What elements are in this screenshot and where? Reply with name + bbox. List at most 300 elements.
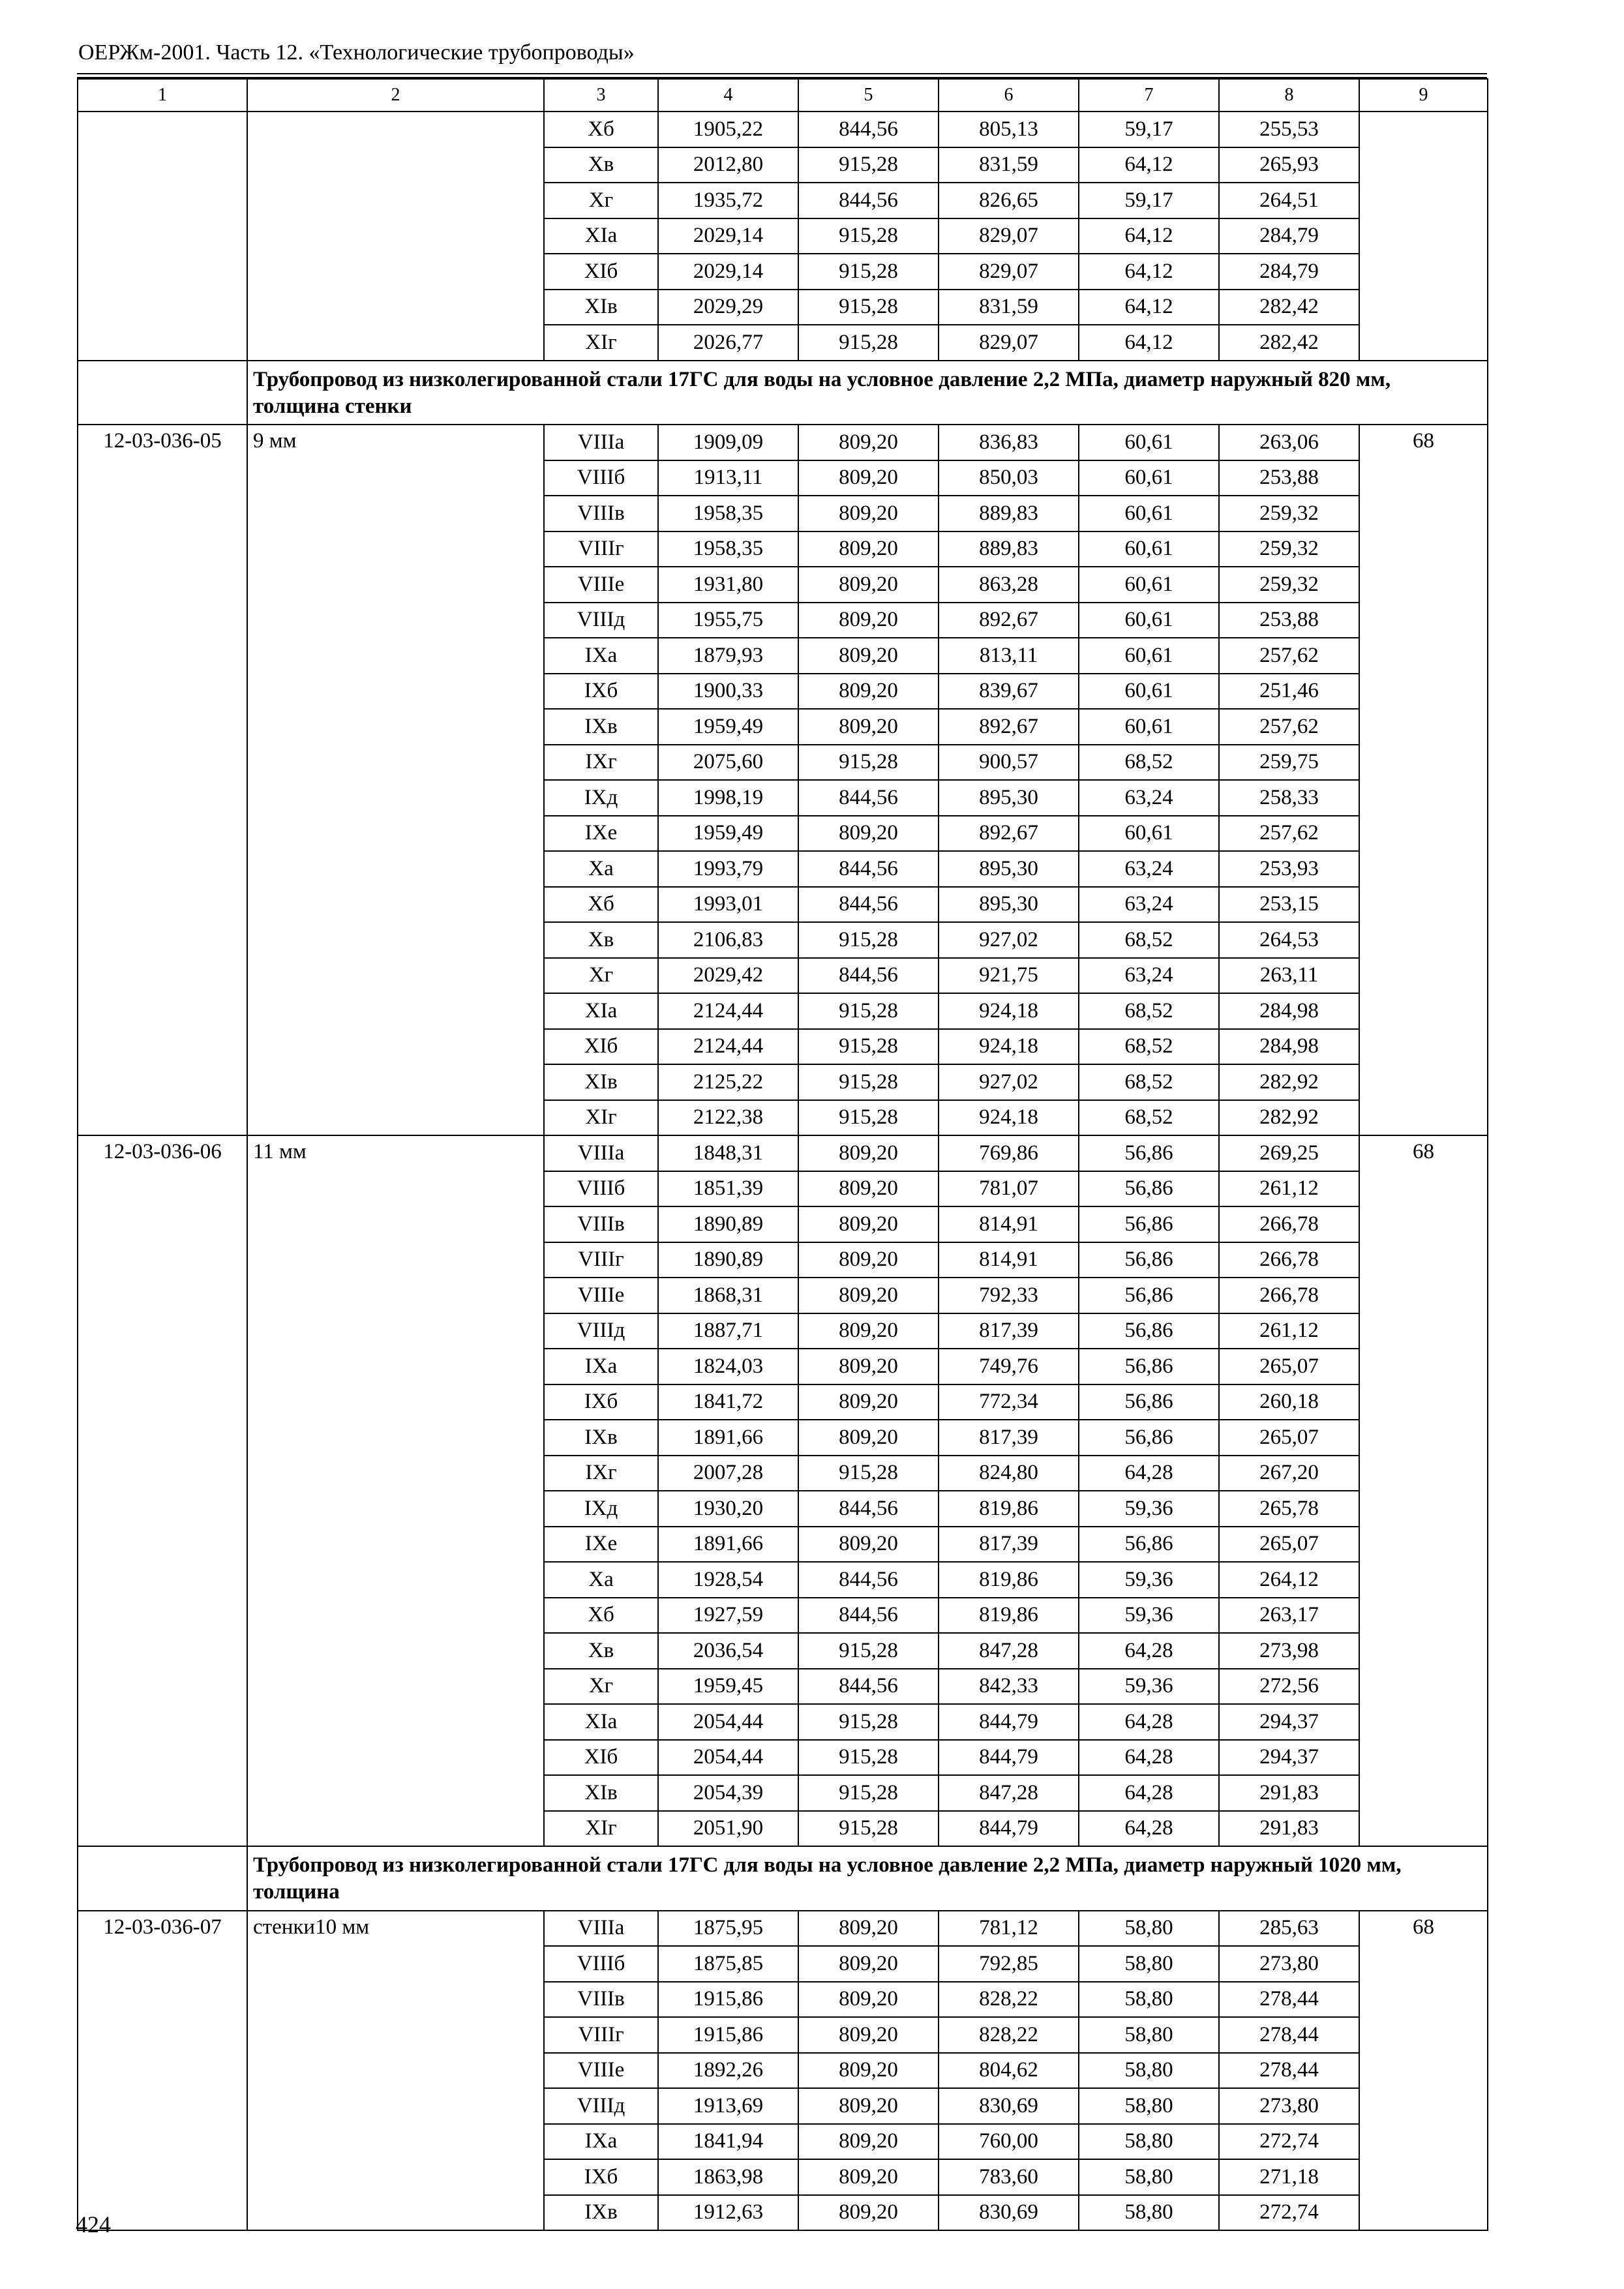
value-cell: 809,20 [798,709,939,745]
value-cell: 819,86 [939,1491,1079,1527]
value-cell: 809,20 [798,460,939,496]
value-cell: 915,28 [798,1740,939,1776]
value-cell: 819,86 [939,1598,1079,1634]
value-cell: 844,79 [939,1704,1079,1740]
section-title: Трубопровод из низколегированной стали 17ГС для воды на условное давление 2,2 МПа, диаметр наружный 820 мм, толщина стенки [247,361,1488,425]
region-cell: VIIIа [544,425,658,460]
value-cell: 850,03 [939,460,1079,496]
value-cell: 809,20 [798,425,939,460]
value-cell: 805,13 [939,112,1079,147]
page-header: ОЕРЖм-2001. Часть 12. «Технологические трубопроводы» [78,40,635,65]
value-cell: 809,20 [798,2124,939,2160]
region-cell: VIIIа [544,1135,658,1171]
region-cell: VIIIд [544,603,658,638]
value-cell: 272,56 [1219,1669,1359,1705]
value-cell: 1915,86 [658,2017,798,2053]
column-number-cell: 4 [658,79,798,112]
value-cell: 56,86 [1079,1313,1219,1349]
value-cell: 273,80 [1219,1946,1359,1982]
value-cell: 809,20 [798,531,939,567]
region-cell: XIг [544,325,658,361]
value-cell: 1927,59 [658,1598,798,1634]
value-cell: 2026,77 [658,325,798,361]
value-cell: 924,18 [939,993,1079,1029]
value-cell: 915,28 [798,1456,939,1491]
value-cell: 284,98 [1219,1029,1359,1065]
value-cell: 60,61 [1079,496,1219,531]
value-cell: 814,91 [939,1206,1079,1242]
value-cell: 809,20 [798,1206,939,1242]
value-cell: 892,67 [939,816,1079,852]
region-cell: XIб [544,254,658,290]
value-cell: 828,22 [939,2017,1079,2053]
value-cell: 58,80 [1079,2159,1219,2195]
value-cell: 64,12 [1079,325,1219,361]
value-cell: 68,52 [1079,745,1219,781]
value-cell: 844,79 [939,1740,1079,1776]
value-cell: 844,56 [798,851,939,887]
value-cell: 266,78 [1219,1206,1359,1242]
region-cell: IXб [544,1384,658,1420]
value-cell: 844,79 [939,1811,1079,1847]
value-cell: 1912,63 [658,2195,798,2231]
value-cell: 264,53 [1219,922,1359,958]
region-cell: IXе [544,816,658,852]
value-cell: 273,80 [1219,2088,1359,2124]
value-cell: 2054,39 [658,1775,798,1811]
value-cell: 294,37 [1219,1704,1359,1740]
value-cell: 64,12 [1079,290,1219,325]
value-cell: 64,12 [1079,254,1219,290]
value-cell: 2125,22 [658,1064,798,1100]
value-cell: 809,20 [798,816,939,852]
value-cell: 2029,29 [658,290,798,325]
value-cell: 2075,60 [658,745,798,781]
value-cell: 915,28 [798,922,939,958]
region-cell: IXв [544,709,658,745]
value-cell: 830,69 [939,2088,1079,2124]
value-cell: 915,28 [798,1704,939,1740]
value-cell: 809,20 [798,1349,939,1384]
header-rule-top [77,73,1487,74]
value-cell: 1993,01 [658,887,798,923]
value-cell: 259,32 [1219,496,1359,531]
value-cell: 59,17 [1079,112,1219,147]
value-cell: 58,80 [1079,2124,1219,2160]
value-cell: 1841,72 [658,1384,798,1420]
value-cell: 260,18 [1219,1384,1359,1420]
value-cell: 263,06 [1219,425,1359,460]
column-number-cell: 8 [1219,79,1359,112]
value-cell: 68,52 [1079,922,1219,958]
table-row [78,425,1488,460]
value-cell: 1848,31 [658,1135,798,1171]
value-cell: 272,74 [1219,2195,1359,2231]
value-cell: 63,24 [1079,780,1219,816]
value-cell: 60,61 [1079,425,1219,460]
column-9-cell [1359,112,1488,361]
value-cell: 844,56 [798,1491,939,1527]
value-cell: 844,56 [798,183,939,218]
value-cell: 863,28 [939,567,1079,603]
value-cell: 892,67 [939,603,1079,638]
value-cell: 1890,89 [658,1242,798,1278]
value-cell: 64,28 [1079,1633,1219,1669]
value-cell: 2106,83 [658,922,798,958]
region-cell: VIIIа [544,1911,658,1947]
region-cell: VIIIе [544,2053,658,2089]
value-cell: 847,28 [939,1633,1079,1669]
region-cell: VIIIг [544,531,658,567]
value-cell: 59,36 [1079,1669,1219,1705]
value-cell: 831,59 [939,290,1079,325]
value-cell: 1930,20 [658,1491,798,1527]
value-cell: 291,83 [1219,1775,1359,1811]
value-cell: 844,56 [798,1562,939,1598]
value-cell: 64,12 [1079,218,1219,254]
value-cell: 2036,54 [658,1633,798,1669]
value-cell: 284,79 [1219,218,1359,254]
rates-table [77,78,1488,2231]
value-cell: 792,33 [939,1278,1079,1313]
value-cell: 828,22 [939,1982,1079,2018]
region-cell: VIIIб [544,460,658,496]
value-cell: 842,33 [939,1669,1079,1705]
value-cell: 1909,09 [658,425,798,460]
column-9-cell: 68 [1359,1911,1488,2231]
value-cell: 58,80 [1079,2017,1219,2053]
value-cell: 817,39 [939,1527,1079,1563]
column-number-cell: 1 [78,79,247,112]
value-cell: 915,28 [798,1100,939,1136]
value-cell: 60,61 [1079,567,1219,603]
region-cell: IXг [544,1456,658,1491]
value-cell: 64,28 [1079,1811,1219,1847]
value-cell: 829,07 [939,254,1079,290]
column-number-cell: 9 [1359,79,1488,112]
value-cell: 284,98 [1219,993,1359,1029]
value-cell: 895,30 [939,780,1079,816]
value-cell: 809,20 [798,1527,939,1563]
value-cell: 272,74 [1219,2124,1359,2160]
value-cell: 2124,44 [658,1029,798,1065]
value-cell: 68,52 [1079,993,1219,1029]
value-cell: 68,52 [1079,1100,1219,1136]
value-cell: 282,42 [1219,325,1359,361]
column-number-cell: 6 [939,79,1079,112]
value-cell: 844,56 [798,1669,939,1705]
value-cell: 2054,44 [658,1740,798,1776]
value-cell: 1892,26 [658,2053,798,2089]
rate-name-cell: 11 мм [247,1135,544,1846]
value-cell: 844,56 [798,958,939,994]
value-cell: 259,75 [1219,745,1359,781]
value-cell: 63,24 [1079,851,1219,887]
value-cell: 1875,95 [658,1911,798,1947]
value-cell: 261,12 [1219,1171,1359,1207]
value-cell: 2029,14 [658,254,798,290]
value-cell: 1959,49 [658,709,798,745]
value-cell: 2054,44 [658,1704,798,1740]
value-cell: 1851,39 [658,1171,798,1207]
region-cell: IXг [544,745,658,781]
value-cell: 915,28 [798,993,939,1029]
value-cell: 1958,35 [658,496,798,531]
region-cell: XIг [544,1100,658,1136]
value-cell: 58,80 [1079,2195,1219,2231]
value-cell: 839,67 [939,674,1079,710]
value-cell: 889,83 [939,496,1079,531]
region-cell: Xг [544,183,658,218]
table-body [78,79,1488,2230]
region-cell: IXв [544,2195,658,2231]
value-cell: 263,17 [1219,1598,1359,1634]
value-cell: 58,80 [1079,1911,1219,1947]
region-cell: VIIIг [544,2017,658,2053]
value-cell: 836,83 [939,425,1079,460]
value-cell: 915,28 [798,290,939,325]
column-number-cell: 7 [1079,79,1219,112]
value-cell: 809,20 [798,638,939,674]
table-row [78,1135,1488,1171]
value-cell: 291,83 [1219,1811,1359,1847]
region-cell: VIIIе [544,1278,658,1313]
value-cell: 63,24 [1079,887,1219,923]
value-cell: 900,57 [939,745,1079,781]
value-cell: 824,80 [939,1456,1079,1491]
region-cell: IXа [544,638,658,674]
region-cell: Xб [544,1598,658,1634]
value-cell: 829,07 [939,218,1079,254]
value-cell: 64,28 [1079,1775,1219,1811]
value-cell: 1959,45 [658,1669,798,1705]
value-cell: 56,86 [1079,1384,1219,1420]
value-cell: 1890,89 [658,1206,798,1242]
value-cell: 915,28 [798,745,939,781]
value-cell: 1959,49 [658,816,798,852]
region-cell: VIIIб [544,1946,658,1982]
value-cell: 809,20 [798,1278,939,1313]
value-cell: 915,28 [798,147,939,183]
value-cell: 278,44 [1219,1982,1359,2018]
rate-name-cell [247,112,544,361]
value-cell: 783,60 [939,2159,1079,2195]
value-cell: 64,28 [1079,1740,1219,1776]
region-cell: IXа [544,2124,658,2160]
value-cell: 258,33 [1219,780,1359,816]
rate-name-cell: стенки10 мм [247,1911,544,2231]
value-cell: 59,36 [1079,1562,1219,1598]
rate-code-cell: 12-03-036-07 [78,1911,247,2231]
value-cell: 253,15 [1219,887,1359,923]
region-cell: XIб [544,1740,658,1776]
region-cell: Xб [544,112,658,147]
value-cell: 60,61 [1079,816,1219,852]
region-cell: VIIIд [544,1313,658,1349]
region-cell: VIIIе [544,567,658,603]
value-cell: 817,39 [939,1420,1079,1456]
value-cell: 809,20 [798,1242,939,1278]
value-cell: 847,28 [939,1775,1079,1811]
region-cell: Xв [544,922,658,958]
value-cell: 809,20 [798,2088,939,2124]
value-cell: 259,32 [1219,531,1359,567]
value-cell: 56,86 [1079,1278,1219,1313]
value-cell: 2012,80 [658,147,798,183]
value-cell: 1841,94 [658,2124,798,2160]
value-cell: 263,11 [1219,958,1359,994]
value-cell: 266,78 [1219,1242,1359,1278]
value-cell: 844,56 [798,780,939,816]
value-cell: 56,86 [1079,1206,1219,1242]
value-cell: 1931,80 [658,567,798,603]
value-cell: 1868,31 [658,1278,798,1313]
value-cell: 915,28 [798,1029,939,1065]
value-cell: 1905,22 [658,112,798,147]
value-cell: 60,61 [1079,460,1219,496]
value-cell: 269,25 [1219,1135,1359,1171]
value-cell: 56,86 [1079,1135,1219,1171]
rate-name-cell: 9 мм [247,425,544,1135]
section-heading-row [78,1846,1488,1911]
value-cell: 809,20 [798,2159,939,2195]
region-cell: IXв [544,1420,658,1456]
value-cell: 60,61 [1079,638,1219,674]
column-number-cell: 3 [544,79,658,112]
value-cell: 809,20 [798,674,939,710]
region-cell: XIб [544,1029,658,1065]
value-cell: 809,20 [798,603,939,638]
value-cell: 809,20 [798,1420,939,1456]
value-cell: 1915,86 [658,1982,798,2018]
value-cell: 2029,14 [658,218,798,254]
value-cell: 819,86 [939,1562,1079,1598]
value-cell: 813,11 [939,638,1079,674]
region-cell: IXд [544,780,658,816]
rate-code-cell: 12-03-036-06 [78,1135,247,1846]
value-cell: 781,12 [939,1911,1079,1947]
region-cell: XIа [544,993,658,1029]
region-cell: VIIIд [544,2088,658,2124]
column-9-cell: 68 [1359,425,1488,1135]
column-number-row [78,79,1488,112]
region-cell: Xа [544,1562,658,1598]
value-cell: 831,59 [939,147,1079,183]
value-cell: 809,20 [798,496,939,531]
value-cell: 56,86 [1079,1349,1219,1384]
value-cell: 844,56 [798,112,939,147]
value-cell: 1928,54 [658,1562,798,1598]
value-cell: 58,80 [1079,2088,1219,2124]
value-cell: 1935,72 [658,183,798,218]
value-cell: 915,28 [798,218,939,254]
region-cell: VIIIг [544,1242,658,1278]
value-cell: 809,20 [798,2195,939,2231]
value-cell: 1887,71 [658,1313,798,1349]
region-cell: VIIIв [544,1982,658,2018]
value-cell: 809,20 [798,1171,939,1207]
value-cell: 749,76 [939,1349,1079,1384]
value-cell: 294,37 [1219,1740,1359,1776]
region-cell: IXб [544,2159,658,2195]
value-cell: 278,44 [1219,2053,1359,2089]
value-cell: 809,20 [798,567,939,603]
value-cell: 924,18 [939,1029,1079,1065]
value-cell: 64,12 [1079,147,1219,183]
value-cell: 265,07 [1219,1527,1359,1563]
value-cell: 257,62 [1219,816,1359,852]
value-cell: 809,20 [798,1911,939,1947]
value-cell: 792,85 [939,1946,1079,1982]
value-cell: 278,44 [1219,2017,1359,2053]
value-cell: 282,42 [1219,290,1359,325]
column-number-cell: 2 [247,79,544,112]
value-cell: 253,88 [1219,460,1359,496]
value-cell: 809,20 [798,2053,939,2089]
value-cell: 60,61 [1079,674,1219,710]
value-cell: 284,79 [1219,254,1359,290]
value-cell: 255,53 [1219,112,1359,147]
value-cell: 1879,93 [658,638,798,674]
column-9-cell: 68 [1359,1135,1488,1846]
value-cell: 265,93 [1219,147,1359,183]
value-cell: 915,28 [798,1775,939,1811]
value-cell: 844,56 [798,887,939,923]
value-cell: 261,12 [1219,1313,1359,1349]
region-cell: VIIIв [544,496,658,531]
value-cell: 58,80 [1079,2053,1219,2089]
value-cell: 809,20 [798,2017,939,2053]
table-row [78,112,1488,147]
value-cell: 781,07 [939,1171,1079,1207]
value-cell: 895,30 [939,887,1079,923]
value-cell: 264,12 [1219,1562,1359,1598]
value-cell: 257,62 [1219,709,1359,745]
value-cell: 58,80 [1079,1946,1219,1982]
value-cell: 892,67 [939,709,1079,745]
region-cell: VIIIб [544,1171,658,1207]
value-cell: 809,20 [798,1135,939,1171]
value-cell: 60,61 [1079,709,1219,745]
rate-code-cell [78,112,247,361]
region-cell: Xа [544,851,658,887]
value-cell: 253,88 [1219,603,1359,638]
value-cell: 829,07 [939,325,1079,361]
value-cell: 927,02 [939,922,1079,958]
value-cell: 1958,35 [658,531,798,567]
page-number: 424 [76,2211,111,2237]
region-cell: Xг [544,958,658,994]
value-cell: 809,20 [798,1384,939,1420]
value-cell: 1891,66 [658,1527,798,1563]
value-cell: 826,65 [939,183,1079,218]
region-cell: Xг [544,1669,658,1705]
section-title: Трубопровод из низколегированной стали 17ГС для воды на условное давление 2,2 МПа, диаметр наружный 1020 мм, толщина [247,1846,1488,1911]
value-cell: 809,20 [798,1946,939,1982]
value-cell: 267,20 [1219,1456,1359,1491]
value-cell: 282,92 [1219,1100,1359,1136]
value-cell: 68,52 [1079,1029,1219,1065]
value-cell: 1900,33 [658,674,798,710]
value-cell: 760,00 [939,2124,1079,2160]
value-cell: 895,30 [939,851,1079,887]
value-cell: 265,07 [1219,1349,1359,1384]
value-cell: 59,17 [1079,183,1219,218]
value-cell: 1863,98 [658,2159,798,2195]
value-cell: 285,63 [1219,1911,1359,1947]
value-cell: 257,62 [1219,638,1359,674]
value-cell: 58,80 [1079,1982,1219,2018]
